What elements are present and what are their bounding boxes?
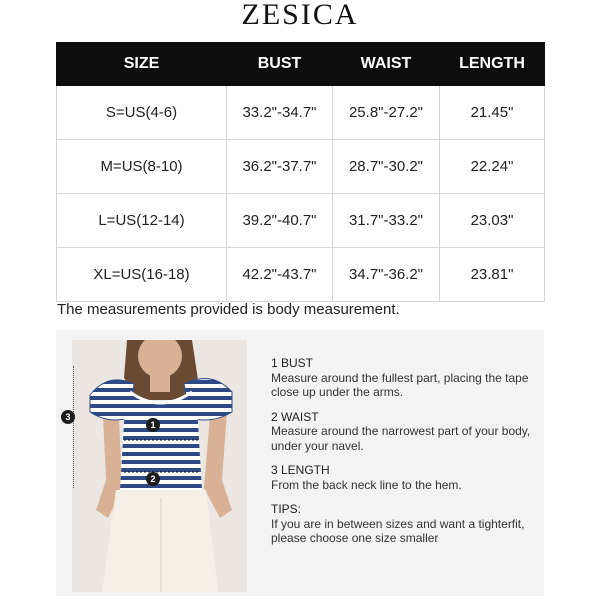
bust-cell: 42.2"-43.7" <box>227 248 333 302</box>
length-text: From the back neck line to the hem. <box>271 477 462 492</box>
table-row <box>57 194 545 248</box>
column-header-length: LENGTH <box>440 43 545 86</box>
tips-heading: TIPS: <box>271 502 302 516</box>
length-measure-line <box>73 366 74 488</box>
size-cell: L=US(12-14) <box>57 194 227 248</box>
size-cell: S=US(4-6) <box>57 86 227 140</box>
brand-logo: ZESICA <box>241 0 359 31</box>
column-header-bust: BUST <box>227 43 333 86</box>
measurement-instructions <box>271 356 531 556</box>
waist-cell: 28.7"-30.2" <box>333 140 440 194</box>
measurement-guide-panel <box>56 330 544 596</box>
length-cell: 22.24" <box>440 140 545 194</box>
waist-cell: 31.7"-33.2" <box>333 194 440 248</box>
column-header-waist: WAIST <box>333 43 440 86</box>
bust-cell: 36.2"-37.7" <box>227 140 333 194</box>
length-cell: 21.45" <box>440 86 545 140</box>
size-cell: XL=US(16-18) <box>57 248 227 302</box>
table-row <box>57 248 545 302</box>
waist-cell: 34.7"-36.2" <box>333 248 440 302</box>
length-instruction <box>271 463 531 492</box>
waist-cell: 25.8"-27.2" <box>333 86 440 140</box>
waist-heading: 2 WAIST <box>271 409 319 424</box>
model-photo <box>72 340 247 592</box>
tips-instruction <box>271 502 531 546</box>
table-header-row <box>57 43 545 86</box>
length-heading: 3 LENGTH <box>271 463 330 477</box>
measurement-note: The measurements provided is body measurement. <box>57 301 400 318</box>
size-chart-table <box>56 42 545 302</box>
bust-cell: 33.2"-34.7" <box>227 86 333 140</box>
length-cell: 23.81" <box>440 248 545 302</box>
table-row <box>57 86 545 140</box>
bust-instruction <box>271 356 531 400</box>
column-header-size: SIZE <box>57 43 227 86</box>
length-marker: 3 <box>61 410 75 424</box>
table-row <box>57 140 545 194</box>
model-illustration <box>72 340 247 592</box>
waist-marker: 2 <box>146 472 160 486</box>
size-cell: M=US(8-10) <box>57 140 227 194</box>
bust-marker: 1 <box>146 418 160 432</box>
bust-heading: 1 BUST <box>271 356 314 370</box>
tips-text: If you are in between sizes and want a tighterfit, please choose one size smaller <box>271 516 525 545</box>
bust-cell: 39.2"-40.7" <box>227 194 333 248</box>
length-cell: 23.03" <box>440 194 545 248</box>
bust-text: Measure around the fullest part, placing the tape close up under the arms. <box>271 370 529 399</box>
waist-text: Measure around the narrowest part of your body, under your navel. <box>271 424 531 453</box>
waist-instruction <box>271 410 531 454</box>
